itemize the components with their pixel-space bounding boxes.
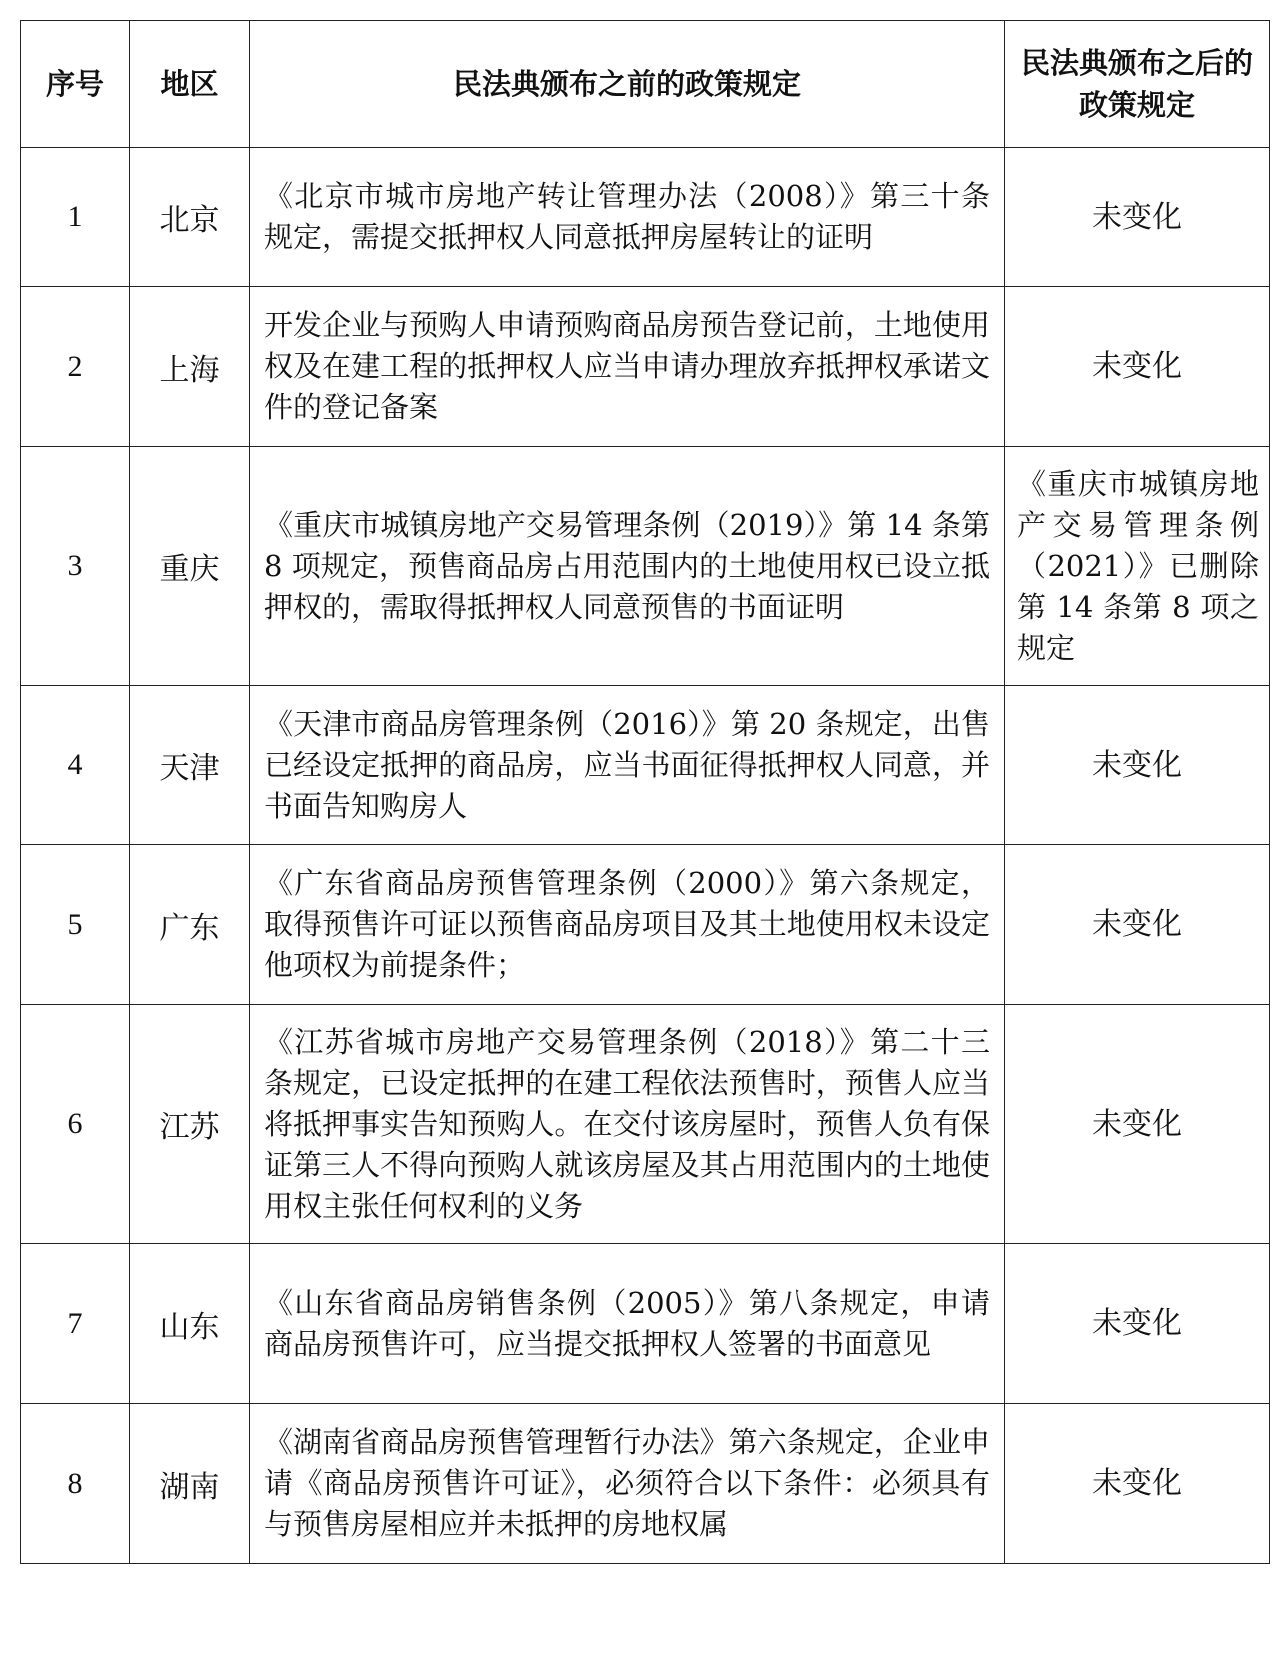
row-policy-before: 《江苏省城市房地产交易管理条例（2018）》第二十三条规定，已设定抵押的在建工程依法预售时，预售人应当将抵押事实告知预购人。在交付该房屋时，预售人负有保证第三人不得向预购人就该房屋及其占用范围内的土地使用权主张任何权利的义务 [250,1005,1005,1244]
table-row [21,148,1270,287]
table-row [21,1005,1270,1244]
row-policy-before: 开发企业与预购人申请预购商品房预告登记前，土地使用权及在建工程的抵押权人应当申请办理放弃抵押权承诺文件的登记备案 [250,287,1005,447]
row-policy-before: 《天津市商品房管理条例（2016）》第 20 条规定，出售已经设定抵押的商品房，应当书面征得抵押权人同意，并书面告知购房人 [250,686,1005,845]
row-policy-after: 未变化 [1005,686,1270,845]
table-row [21,1404,1270,1564]
row-region: 重庆 [130,447,250,686]
header-row [21,21,1270,148]
table-row [21,1244,1270,1404]
row-index: 8 [21,1404,130,1564]
row-policy-before: 《山东省商品房销售条例（2005）》第八条规定，申请商品房预售许可，应当提交抵押权人签署的书面意见 [250,1244,1005,1404]
row-region: 天津 [130,686,250,845]
row-index: 3 [21,447,130,686]
table-row [21,287,1270,447]
table-row [21,447,1270,686]
row-region: 山东 [130,1244,250,1404]
table-body [21,148,1270,1564]
table-row [21,845,1270,1005]
row-index: 1 [21,148,130,287]
row-region: 广东 [130,845,250,1005]
row-region: 湖南 [130,1404,250,1564]
row-policy-before: 《广东省商品房预售管理条例（2000）》第六条规定，取得预售许可证以预售商品房项目及其土地使用权未设定他项权为前提条件； [250,845,1005,1005]
row-policy-after: 未变化 [1005,287,1270,447]
row-index: 6 [21,1005,130,1244]
row-index: 4 [21,686,130,845]
header-after: 民法典颁布之后的政策规定 [1005,21,1270,148]
policy-comparison-table [20,20,1270,1564]
row-region: 上海 [130,287,250,447]
row-index: 2 [21,287,130,447]
row-policy-after: 未变化 [1005,845,1270,1005]
row-policy-after: 未变化 [1005,1005,1270,1244]
row-policy-after: 未变化 [1005,1404,1270,1564]
row-policy-after: 未变化 [1005,1244,1270,1404]
row-policy-before: 《重庆市城镇房地产交易管理条例（2019）》第 14 条第 8 项规定，预售商品房占用范围内的土地使用权已设立抵押权的，需取得抵押权人同意预售的书面证明 [250,447,1005,686]
row-policy-after: 未变化 [1005,148,1270,287]
row-region: 江苏 [130,1005,250,1244]
header-before: 民法典颁布之前的政策规定 [250,21,1005,148]
row-policy-before: 《湖南省商品房预售管理暂行办法》第六条规定，企业申请《商品房预售许可证》，必须符合以下条件：必须具有与预售房屋相应并未抵押的房地权属 [250,1404,1005,1564]
table-header [21,21,1270,148]
header-region: 地区 [130,21,250,148]
table-row [21,686,1270,845]
header-index: 序号 [21,21,130,148]
row-policy-after: 《重庆市城镇房地产交易管理条例（2021）》已删除第 14 条第 8 项之规定 [1005,447,1270,686]
row-index: 5 [21,845,130,1005]
row-index: 7 [21,1244,130,1404]
row-region: 北京 [130,148,250,287]
row-policy-before: 《北京市城市房地产转让管理办法（2008）》第三十条规定，需提交抵押权人同意抵押房屋转让的证明 [250,148,1005,287]
